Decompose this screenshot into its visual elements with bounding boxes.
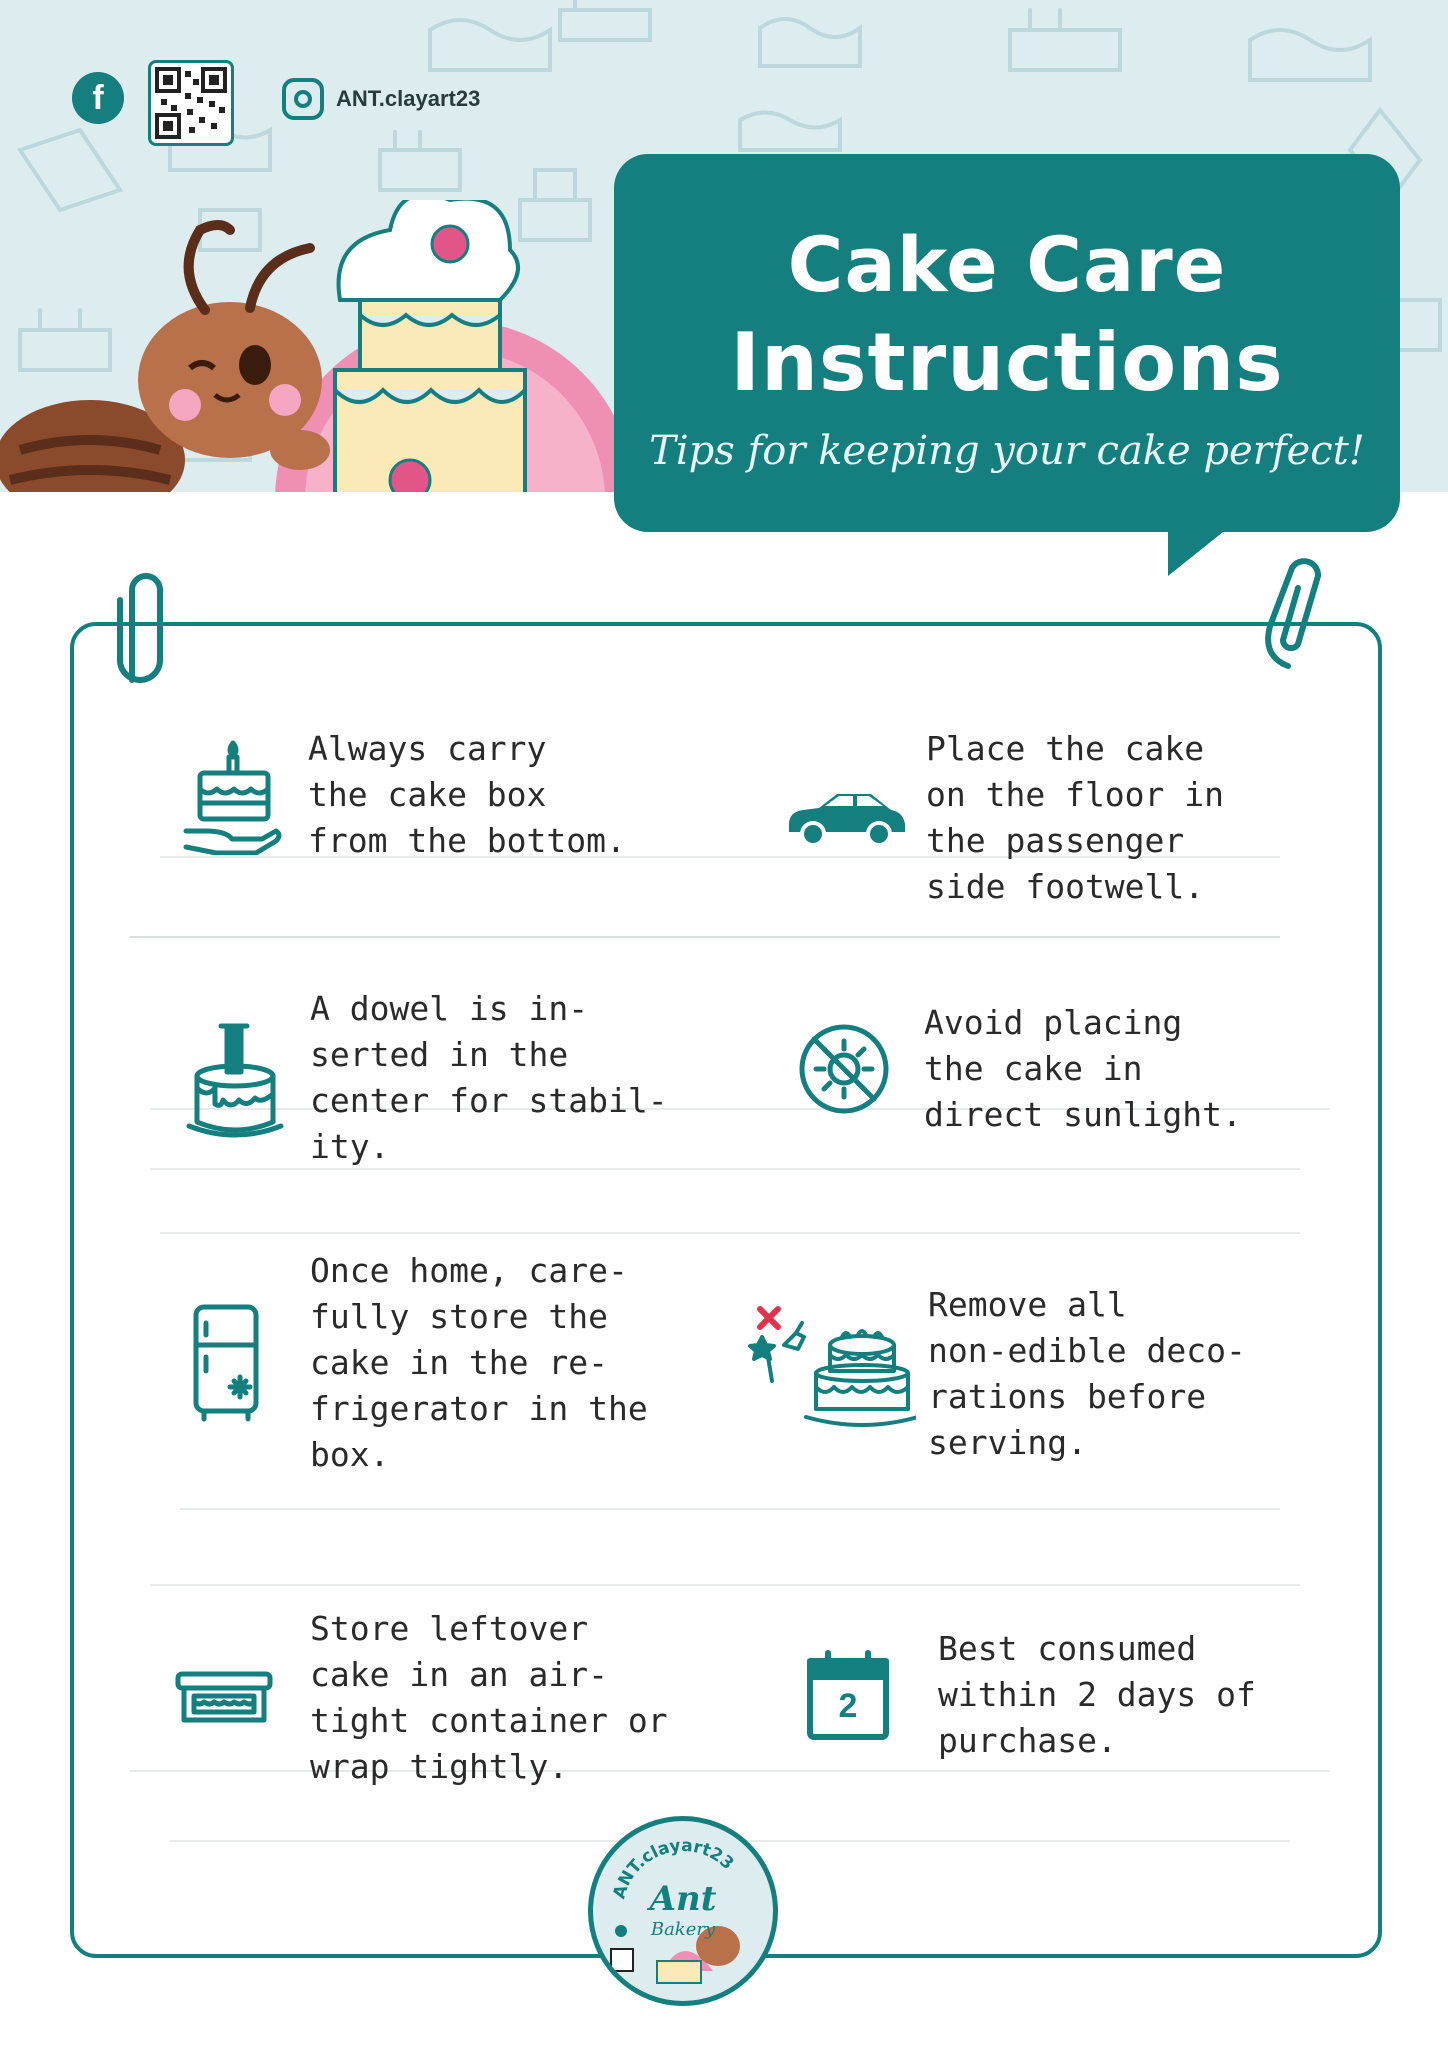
ruled-line xyxy=(160,1232,1300,1234)
page-subtitle: Tips for keeping your cake perfect! xyxy=(649,428,1365,474)
instagram-icon xyxy=(282,78,324,120)
facebook-icon[interactable]: f xyxy=(72,72,124,124)
instruction-dowel xyxy=(180,986,668,1170)
paperclip-right-icon xyxy=(1258,548,1324,678)
instruction-text: Place the cake on the floor in the passenger side footwell. xyxy=(926,729,1225,906)
qr-code xyxy=(148,60,234,146)
instruction-text: Once home, care- fully store the cake in the re- frigerator in the box. xyxy=(310,1251,648,1474)
instruction-best-consumed xyxy=(804,1626,1256,1764)
instruction-refrigerator xyxy=(186,1248,648,1478)
title-speech-bubble xyxy=(614,154,1400,532)
badge-brand-line1: Ant xyxy=(649,1879,717,1919)
instruction-text: A dowel is in- serted in the center for stabil- ity. xyxy=(310,989,668,1166)
refrigerator-icon xyxy=(186,1301,266,1425)
dowel-cake-icon xyxy=(180,1018,290,1138)
ruled-line xyxy=(130,936,1280,938)
instagram-link[interactable] xyxy=(282,78,480,120)
instruction-text: Avoid placing the cake in direct sunlight. xyxy=(924,1003,1242,1134)
instruction-sunlight xyxy=(794,1000,1242,1138)
instagram-handle: ANT.clayart23 xyxy=(336,86,481,111)
speech-bubble-tail xyxy=(1168,520,1238,576)
instruction-carry-box xyxy=(170,726,626,864)
instruction-text: Always carry the cake box from the bottom. xyxy=(308,729,626,860)
page-title-line1: Cake Care xyxy=(787,220,1227,309)
instruction-decorations xyxy=(740,1282,1246,1466)
car-icon xyxy=(782,783,908,853)
calendar-icon xyxy=(804,1647,892,1743)
ant-bakery-logo-badge xyxy=(588,1816,778,2006)
instruction-text: Best consumed within 2 days of purchase. xyxy=(938,1629,1256,1760)
instruction-text: Remove all non-edible deco- rations before serving. xyxy=(928,1285,1246,1462)
ruled-line xyxy=(150,1584,1300,1586)
calendar-day-number: 2 xyxy=(838,1687,858,1725)
no-sunlight-icon xyxy=(794,1019,894,1119)
badge-brand-line2: Bakery xyxy=(650,1919,716,1940)
paperclip-left-icon xyxy=(110,560,176,690)
ruled-line xyxy=(180,1508,1280,1510)
decorated-cake-icon xyxy=(740,1299,916,1449)
instruction-text: Store leftover cake in an air- tight container or wrap tightly. xyxy=(310,1609,668,1786)
badge-handle: ANT.clayart23 xyxy=(609,1835,738,1902)
ant-mascot-illustration xyxy=(0,200,640,492)
instruction-car-floor xyxy=(782,726,1224,910)
cake-on-hand-icon xyxy=(170,735,296,855)
page-title-line2: Instructions xyxy=(730,316,1284,409)
instruction-leftover-storage xyxy=(172,1606,668,1790)
airtight-container-icon xyxy=(172,1663,276,1733)
